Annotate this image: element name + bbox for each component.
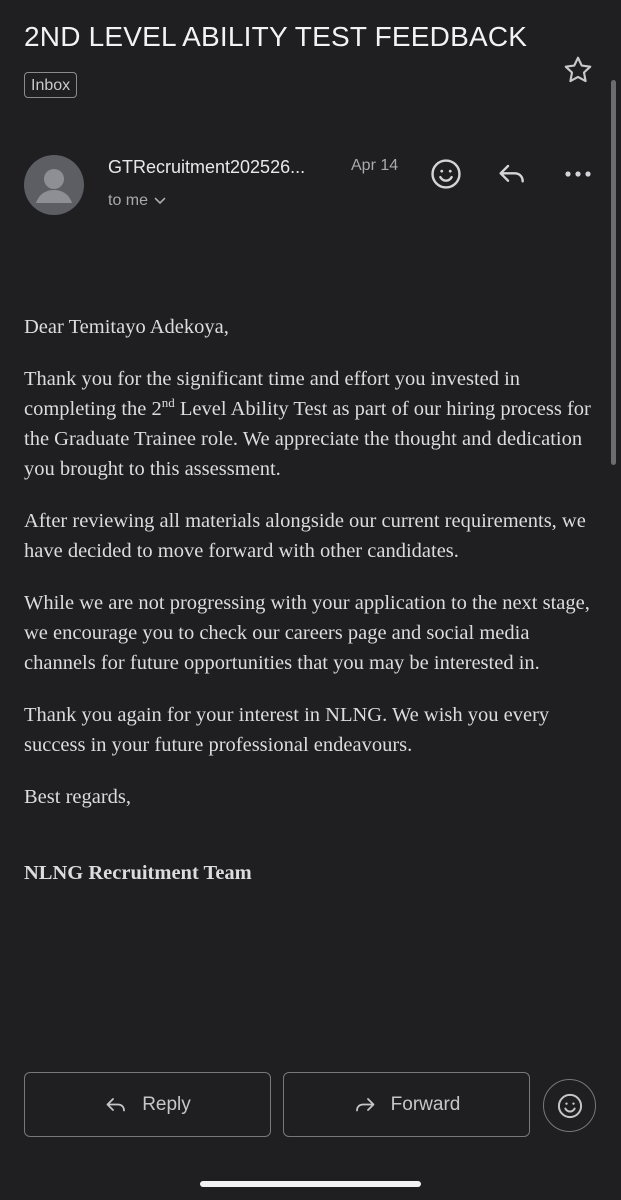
reply-icon [104,1093,128,1117]
paragraph-1-text: Thank you for the significant time and effort you invested in completing the 2 [24,368,521,420]
home-indicator[interactable] [200,1181,421,1187]
ordinal-superscript: nd [161,395,175,411]
paragraph-2: After reviewing all materials alongside our current requirements, we have decided to move forward with other candidates. [24,510,586,562]
recipient-label: to me [108,192,149,209]
more-icon [564,170,592,178]
paragraph-1-text-cont: Level Ability Test as part of our hiring process for the Graduate Trainee role. We appreciate the thought and dedication you brought to this assessment. [24,398,591,480]
reply-icon-button[interactable] [494,156,530,192]
reply-button[interactable] [24,1072,271,1137]
emoji-icon [556,1092,584,1120]
paragraph-3: While we are not progressing with your application to the next stage, we encourage you to check our careers page and social media channels for future opportunities that you may be interested in. [24,592,590,674]
closing: Best regards, [24,786,132,808]
emoji-react-button[interactable] [543,1079,596,1132]
star-icon[interactable] [562,54,594,86]
emoji-icon [429,157,463,191]
emoji-reaction-button[interactable] [428,156,464,192]
chevron-down-icon [154,197,166,205]
recipient-toggle[interactable] [108,192,166,210]
forward-icon [353,1093,377,1117]
avatar[interactable] [24,155,84,215]
person-icon [24,155,84,215]
scrollbar[interactable] [611,80,616,465]
forward-button-label: Forward [390,1093,461,1115]
email-date: Apr 14 [351,157,399,174]
reply-icon [496,158,528,190]
reply-button-label: Reply [142,1093,191,1115]
paragraph-4: Thank you again for your interest in NLNG. We wish you every success in your future professional endeavours. [24,704,550,756]
sender-name[interactable]: GTRecruitment202526... [108,157,306,177]
email-subject: 2ND LEVEL ABILITY TEST FEEDBACK [24,21,528,52]
inbox-label-badge[interactable]: Inbox [24,72,77,98]
greeting: Dear Temitayo Adekoya, [24,316,229,338]
more-options-button[interactable] [560,156,596,192]
forward-button[interactable] [283,1072,530,1137]
signature: NLNG Recruitment Team [24,862,252,884]
email-body [24,312,594,910]
paragraph-1 [24,364,594,484]
